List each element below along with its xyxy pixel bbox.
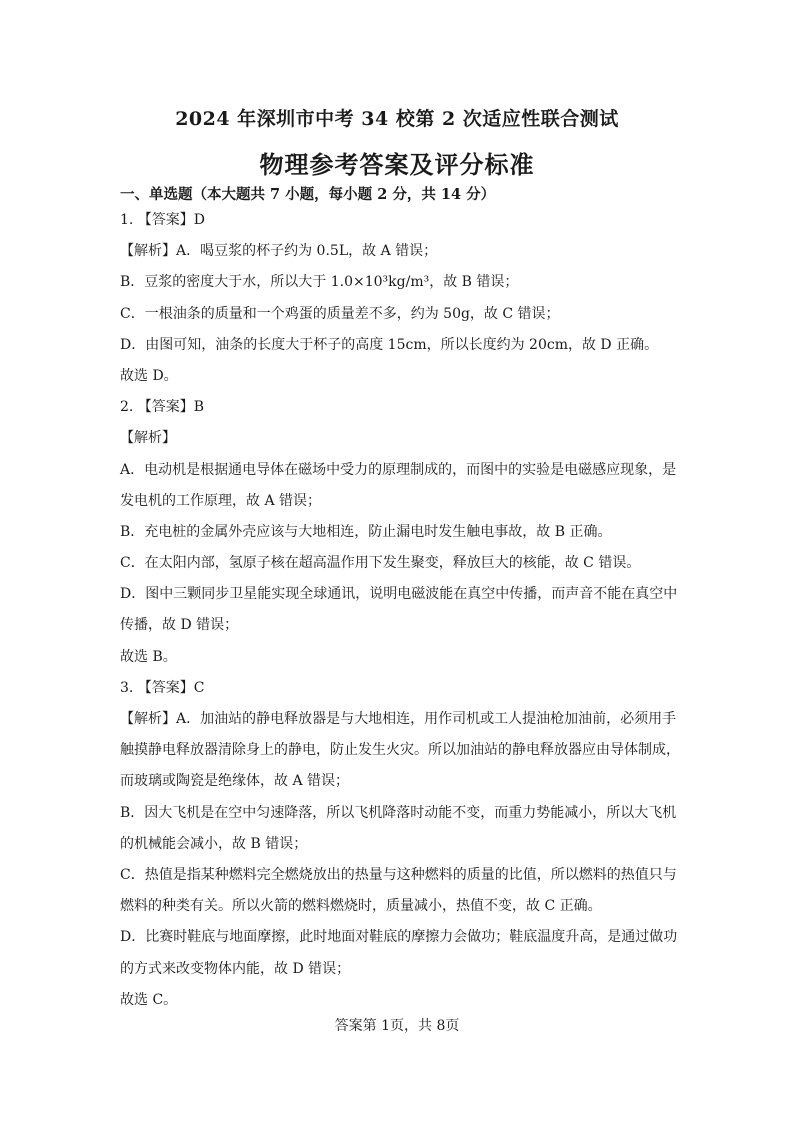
text-line: 故选 D。 <box>120 367 178 384</box>
text-line: D．图中三颗同步卫星能实现全球通讯，说明电磁波能在真空中传播，而声音不能在真空中 <box>120 586 678 603</box>
text-line: D．比赛时鞋底与地面摩擦，此时地面对鞋底的摩擦力会做功；鞋底温度升高，是通过做功 <box>120 929 678 946</box>
text-line: 故选 C。 <box>120 991 178 1008</box>
text-line: B．因大飞机是在空中匀速降落，所以飞机降落时动能不变，而重力势能减小，所以大飞机 <box>120 804 677 821</box>
text-line: 【解析】 <box>120 430 176 447</box>
text-line: C．热值是指某种燃料完全燃烧放出的热量与这种燃料的质量的比值，所以燃料的热值只与 <box>120 866 677 883</box>
document-title: 2024 年深圳市中考 34 校第 2 次适应性联合测试 <box>175 108 619 130</box>
text-line: D．由图可知，油条的长度大于杯子的高度 15cm，所以长度约为 20cm，故 D 正确。 <box>120 336 659 353</box>
page-footer: 答案第 1页，共 8页 <box>334 1018 460 1034</box>
text-line: 2. 【答案】B <box>120 399 205 416</box>
text-line: 的机械能会减小，故 B 错误； <box>120 835 308 852</box>
text-line: 【解析】A．喝豆浆的杯子约为 0.5L，故 A 错误； <box>120 243 438 260</box>
text-line: 传播，故 D 错误； <box>120 617 239 634</box>
text-line: C．在太阳内部，氢原子核在超高温作用下发生聚变，释放巨大的核能，故 C 错误。 <box>120 555 641 572</box>
text-line: B．豆浆的密度大于水，所以大于 1.0×10³kg/m³，故 B 错误； <box>120 274 519 291</box>
text-line: 故选 B。 <box>120 648 177 665</box>
text-line: 而玻璃或陶瓷是绝缘体，故 A 错误； <box>120 773 350 790</box>
text-line: B．充电桩的金属外壳应该与大地相连，防止漏电时发生触电事故，故 B 正确。 <box>120 523 612 540</box>
text-line: 3. 【答案】C <box>120 679 205 696</box>
text-line: 触摸静电释放器清除身上的静电，防止发生火灾。所以加油站的静电释放器应由导体制成， <box>120 742 680 759</box>
answer-content <box>120 205 680 1016</box>
text-line: 燃料的种类有关。所以火箭的燃料燃烧时，质量减小，热值不变，故 C 正确。 <box>120 898 602 915</box>
text-line: 的方式来改变物体内能，故 D 错误； <box>120 960 351 977</box>
text-line: A．电动机是根据通电导体在磁场中受力的原理制成的，而图中的实验是电磁感应现象，是 <box>120 461 677 478</box>
text-line: 1. 【答案】D <box>120 212 206 228</box>
text-line: 发电机的工作原理，故 A 错误； <box>120 492 322 509</box>
text-line: 【解析】A．加油站的静电释放器是与大地相连，用作司机或工人提油枪加油前，必须用手 <box>120 711 677 727</box>
document-subtitle: 物理参考答案及评分标准 <box>259 150 535 179</box>
section-heading: 一、单选题（本大题共 7 小题，每小题 2 分，共 14 分） <box>120 186 496 203</box>
text-line: C．一根油条的质量和一个鸡蛋的质量差不多，约为 50g，故 C 错误； <box>120 305 560 322</box>
